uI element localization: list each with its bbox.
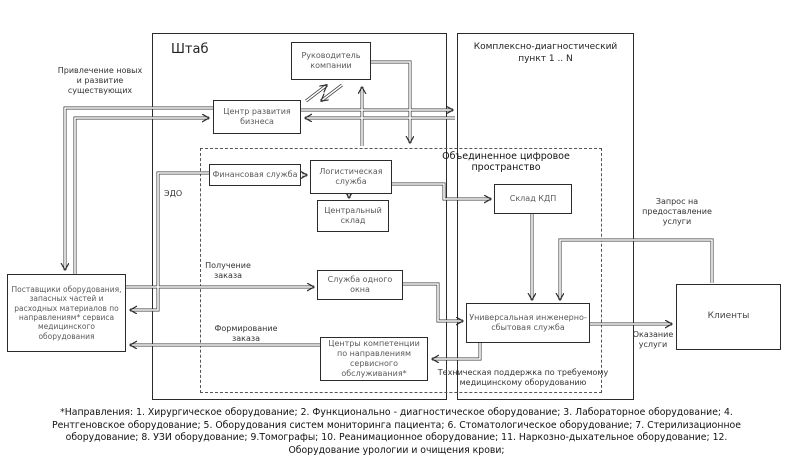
label-service-request: Запрос на предоставление услуги: [642, 197, 712, 226]
node-competence-centers: Центры компетенции по направлениям сервисного обслуживания*: [320, 337, 428, 381]
node-central-warehouse: Центральный склад: [317, 200, 389, 232]
node-logistics-service: Логистическая служба: [310, 160, 392, 194]
label-order-forming: Формирование заказа: [214, 324, 278, 343]
node-clients: Клиенты: [676, 284, 781, 350]
node-one-window-service: Служба одного окна: [317, 270, 403, 300]
label-edo: ЭДО: [164, 189, 183, 198]
diagnostic-point-title: Комплексно-диагностический пункт 1 .. N: [473, 42, 618, 65]
footnote-directions: *Направления: 1. Хирургическое оборудование; 2. Функционально - диагностическое оборудование; 3. Лабораторное оборудование; 4. Рентгеновское оборудование; 5. Оборудования систем мониторинга пациента; 6. Стоматологическое оборудование; 7. Стерилизационное оборудование; 8. УЗИ оборудование; 9.Томографы; 10. Реанимационное оборудование; 11. Наркозно-дыхательное оборудование; 12. Оборудование урологии и очищения крови;: [52, 407, 741, 456]
node-kdp-warehouse: Склад КДП: [494, 184, 572, 214]
digital-space-title: Объединенное цифровое пространство: [442, 151, 570, 173]
node-suppliers: Поставщики оборудования, запасных частей и расходных материалов по направлениям* сервиса медицинского оборудования: [7, 274, 126, 352]
label-attract-new-clients: Привлечение новых и развитие существующих: [57, 66, 143, 95]
node-company-director: Руководитель компании: [291, 42, 371, 80]
node-engineering-sales-service: Универсальная инженерно-сбытовая служба: [466, 303, 590, 343]
label-tech-support: Техническая поддержка по требуемому медицинскому оборудованию: [437, 368, 609, 387]
node-finance-service: Финансовая служба: [209, 164, 301, 186]
node-business-development-center: Центр развития бизнеса: [213, 100, 301, 134]
label-order-receiving: Получение заказа: [205, 261, 251, 280]
staff-title: Штаб: [171, 42, 209, 57]
label-service-providing: Оказание услуги: [632, 330, 674, 349]
